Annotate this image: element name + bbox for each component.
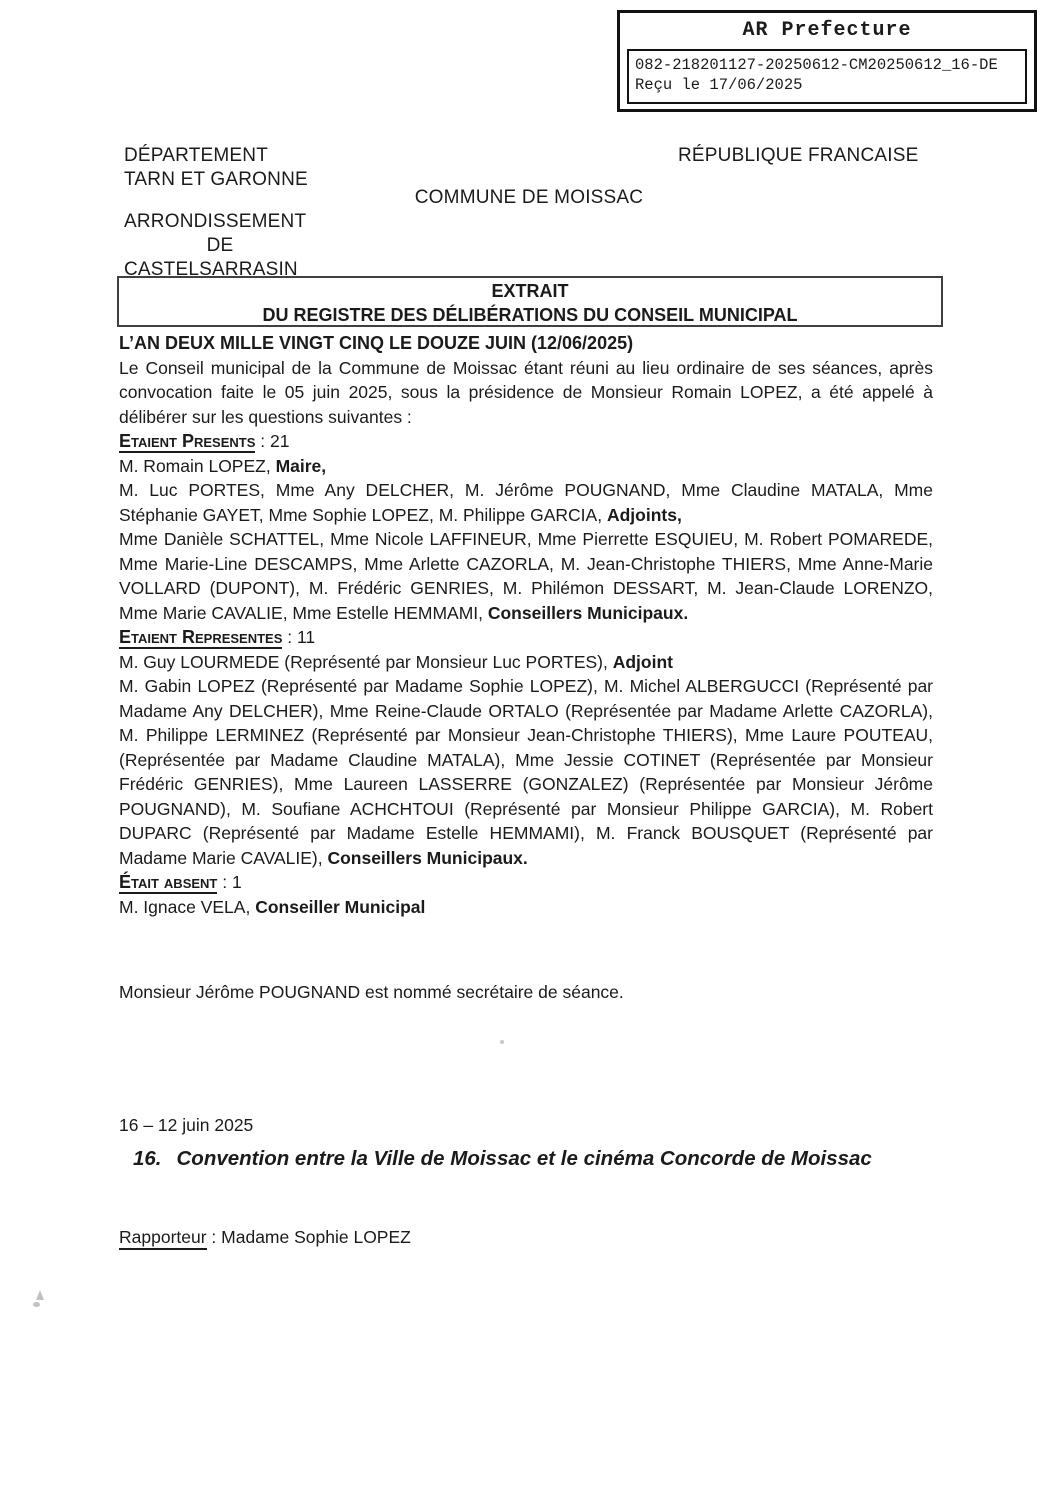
department-name: TARN ET GARONNE xyxy=(124,169,308,190)
prefecture-stamp-title: AR Prefecture xyxy=(742,19,912,42)
arrondissement-block xyxy=(124,210,316,282)
absent-heading-label: Était absent xyxy=(119,872,218,892)
department-block xyxy=(124,144,308,192)
present-heading-label: Etaient Presents xyxy=(119,431,256,451)
prefecture-stamp-body xyxy=(627,49,1027,104)
arrondissement-de: DE xyxy=(206,235,234,256)
scan-artifact xyxy=(500,1040,504,1044)
represented-conseillers-line: M. Gabin LOPEZ (Représenté par Madame Sophie LOPEZ), M. Michel ALBERGUCCI (Représenté par Madame Any DELCHER), Mme Reine-Claude ORTALO (Représentée par Madame Arlette CAZORLA), M. Philippe LERMINEZ (Représenté par Monsieur Jean-Christophe THIERS), Mme Laure POUTEAU, (Représentée par Madame Claudine MATALA), Mme Jessie COTINET (Représentée par Monsieur Frédéric GENRIES), Mme Laureen LASSERRE (GONZALEZ) (Représentée par Monsieur Jérôme POUGNAND), M. Soufiane ACHCHTOUI (Représenté par Monsieur Philippe GARCIA), M. Robert DUPARC (Représenté par Madame Estelle HEMMAMI), M. Franck BOUSQUET (Représenté par Madame Marie CAVALIE), Conseillers Municipaux. xyxy=(119,676,933,868)
represented-heading: Etaient Representes : 11 xyxy=(119,627,316,647)
absent-heading: Était absent : 1 xyxy=(119,872,242,892)
adjoints-line: M. Luc PORTES, Mme Any DELCHER, M. Jérôme POUGNAND, Mme Claudine MATALA, Mme Stéphanie GAYET, Mme Sophie LOPEZ, M. Philippe GARCIA, Adjoints, xyxy=(119,480,933,525)
arrondissement-name: CASTELSARRASIN xyxy=(124,259,298,280)
deliberation-number: 16. xyxy=(133,1147,162,1170)
rapporteur-label: Rapporteur xyxy=(119,1227,207,1250)
represented-adjoint-line: M. Guy LOURMEDE (Représenté par Monsieur Luc PORTES), Adjoint xyxy=(119,651,673,672)
rapporteur-name: Madame Sophie LOPEZ xyxy=(221,1227,411,1247)
present-conseillers-line: Mme Danièle SCHATTEL, Mme Nicole LAFFINEUR, Mme Pierrette ESQUIEU, M. Robert POMAREDE, Mme Marie-Line DESCAMPS, Mme Arlette CAZORLA, M. Jean-Christophe THIERS, Mme Anne-Marie VOLLARD (DUPONT), M. Frédéric GENRIES, M. Philémon DESSART, M. Jean-Claude LORENZO, Mme Marie CAVALIE, Mme Estelle HEMMAMI, Conseillers Municipaux. xyxy=(119,529,933,623)
session-date-line: L’AN DEUX MILLE VINGT CINQ LE DOUZE JUIN (12/06/2025) xyxy=(119,333,634,353)
stamp-reference: 082-218201127-20250612-CM20250612_16-DE xyxy=(635,56,998,74)
department-label: DÉPARTEMENT xyxy=(124,145,269,166)
commune-label: COMMUNE DE MOISSAC xyxy=(414,187,644,208)
extract-title-box xyxy=(117,276,943,327)
absent-count: 1 xyxy=(231,872,242,892)
represented-heading-label: Etaient Representes xyxy=(119,627,283,647)
represented-count: 11 xyxy=(297,627,316,647)
absent-person-line: M. Ignace VELA, Conseiller Municipal xyxy=(119,896,426,917)
secretary-line: Monsieur Jérôme POUGNAND est nommé secrétaire de séance. xyxy=(119,982,624,1002)
mayor-line: M. Romain LOPEZ, Maire, xyxy=(119,455,327,476)
document-body xyxy=(119,331,933,919)
present-heading: Etaient Presents : 21 xyxy=(119,431,290,451)
republic-label: RÉPUBLIQUE FRANCAISE xyxy=(678,145,919,166)
deliberation-title-text: Convention entre la Ville de Moissac et le cinéma Concorde de Moissac xyxy=(176,1147,872,1170)
extract-title-line2: DU REGISTRE DES DÉLIBÉRATIONS DU CONSEIL MUNICIPAL xyxy=(262,304,798,325)
extract-title-line1: EXTRAIT xyxy=(491,281,569,301)
prefecture-stamp xyxy=(617,10,1037,112)
present-count: 21 xyxy=(269,431,290,451)
session-intro: Le Conseil municipal de la Commune de Moissac étant réuni au lieu ordinaire de ses séances, après convocation faite le 05 juin 2025, sous la présidence de Monsieur Romain LOPEZ, a été appelé à délibérer sur les questions suivantes : xyxy=(119,357,933,427)
stamp-received-date: Reçu le 17/06/2025 xyxy=(635,76,803,94)
item-reference-line: 16 – 12 juin 2025 xyxy=(119,1115,254,1135)
arrondissement-label: ARRONDISSEMENT xyxy=(124,211,307,232)
deliberation-title xyxy=(133,1143,933,1174)
rapporteur-line: Rapporteur : Madame Sophie LOPEZ xyxy=(119,1227,411,1248)
scan-artifact xyxy=(33,1302,40,1307)
scan-artifact xyxy=(36,1290,44,1300)
